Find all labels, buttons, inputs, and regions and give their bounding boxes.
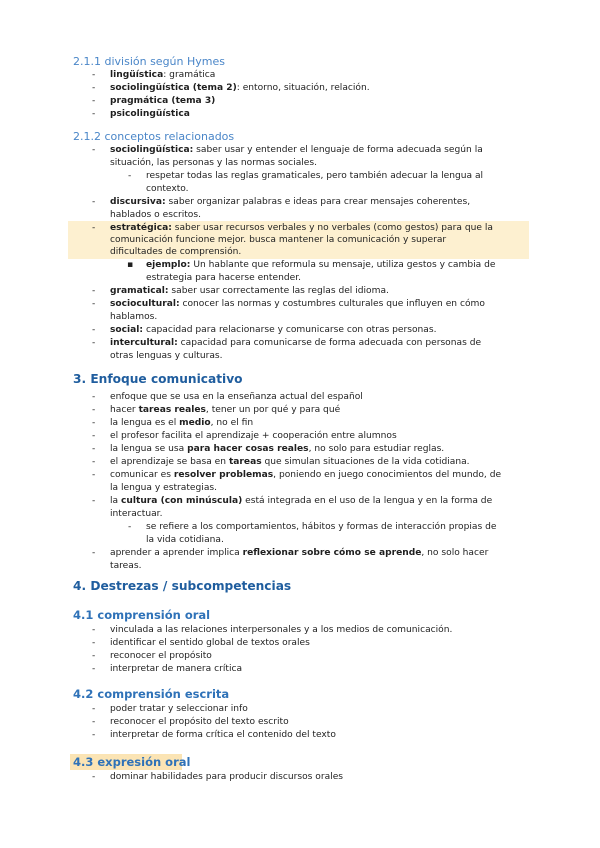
heading-2-1-1: 2.1.1 división según Hymes: [73, 55, 225, 68]
dash: -: [92, 664, 96, 674]
dash: -: [92, 325, 96, 335]
heading-4-1: 4.1 comprensión oral: [73, 608, 211, 622]
list-item: reconocer el propósito: [110, 651, 212, 661]
dash: -: [92, 286, 96, 296]
dash: -: [92, 444, 96, 454]
list-item-continuation: dificultades de comprensión.: [110, 247, 242, 257]
sub-item: se refiere a los comportamientos, hábitos y formas de interacción propias de: [146, 522, 497, 532]
heading-4-3: 4.3 expresión oral: [73, 755, 191, 769]
dash: -: [92, 772, 96, 782]
list-item: intercultural: capacidad para comunicarse de forma adecuada con personas de: [110, 338, 482, 348]
dash: -: [92, 470, 96, 480]
list-item: gramatical: saber usar correctamente las reglas del idioma.: [110, 286, 389, 296]
list-item: estratégica: saber usar recursos verbales y no verbales (como gestos) para que la: [110, 223, 493, 233]
dash: -: [92, 704, 96, 714]
list-item: comunicar es resolver problemas, poniendo en juego conocimientos del mundo, de: [110, 470, 502, 480]
dash: -: [92, 405, 96, 415]
list-item: hacer tareas reales, tener un por qué y para qué: [110, 405, 341, 415]
heading-4-2: 4.2 comprensión escrita: [73, 687, 230, 701]
list-item-continuation: tareas.: [110, 561, 142, 571]
dash: -: [92, 96, 96, 106]
heading-2-1-2: 2.1.2 conceptos relacionados: [73, 130, 235, 143]
list-item: psicolingüística: [110, 109, 190, 119]
list-item-continuation: interactuar.: [110, 509, 163, 519]
list-item: interpretar de manera crítica: [110, 664, 243, 674]
dash: -: [92, 83, 96, 93]
dash: -: [92, 338, 96, 348]
list-item: dominar habilidades para producir discursos orales: [110, 772, 344, 782]
dash: -: [92, 418, 96, 428]
dash: -: [92, 109, 96, 119]
dash: -: [92, 548, 96, 558]
sub-item-continuation: estrategia para hacerse entender.: [146, 273, 302, 283]
list-item: pragmática (tema 3): [110, 96, 216, 106]
list-item: interpretar de forma crítica el contenido del texto: [110, 730, 336, 740]
list-item: el aprendizaje se basa en tareas que simulan situaciones de la vida cotidiana.: [110, 457, 470, 467]
dash: -: [92, 223, 96, 233]
list-item: enfoque que se usa en la enseñanza actual del español: [110, 392, 363, 402]
heading-4: 4. Destrezas / subcompetencias: [73, 579, 292, 593]
list-item: lingüística: gramática: [110, 70, 216, 80]
bullet: ▪: [127, 260, 134, 270]
list-item: identificar el sentido global de textos orales: [110, 638, 310, 648]
dash: -: [92, 651, 96, 661]
list-item: la cultura (con minúscula) está integrada en el uso de la lengua y en la forma de: [110, 496, 493, 506]
list-item-continuation: situación, las personas y las normas sociales.: [110, 158, 318, 168]
heading-3: 3. Enfoque comunicativo: [73, 372, 243, 386]
list-item: poder tratar y seleccionar info: [110, 704, 248, 714]
list-item: sociolingüística: saber usar y entender el lenguaje de forma adecuada según la: [110, 145, 483, 155]
list-item: social: capacidad para relacionarse y comunicarse con otras personas.: [110, 325, 437, 335]
dash: -: [92, 496, 96, 506]
dash: -: [92, 638, 96, 648]
list-item: discursiva: saber organizar palabras e ideas para crear mensajes coherentes,: [110, 197, 471, 207]
list-item-continuation: comunicación funcione mejor. busca mantener la comunicación y superar: [110, 235, 447, 245]
list-item-continuation: la lengua y estrategias.: [110, 483, 218, 493]
list-item: vinculada a las relaciones interpersonales y a los medios de comunicación.: [110, 625, 453, 635]
list-item-continuation: otras lenguas y culturas.: [110, 351, 223, 361]
sub-item-continuation: contexto.: [146, 184, 189, 194]
dash: -: [92, 299, 96, 309]
sub-item: ejemplo: Un hablante que reformula su mensaje, utiliza gestos y cambia de: [146, 260, 496, 270]
dash: -: [92, 730, 96, 740]
list-item: reconocer el propósito del texto escrito: [110, 717, 289, 727]
dash: -: [128, 171, 132, 181]
list-item: el profesor facilita el aprendizaje + cooperación entre alumnos: [110, 431, 397, 441]
sub-item-continuation: la vida cotidiana.: [146, 535, 224, 545]
list-item-continuation: hablamos.: [110, 312, 158, 322]
dash: -: [92, 717, 96, 727]
list-item-continuation: hablados o escritos.: [110, 210, 201, 220]
list-item: la lengua se usa para hacer cosas reales, no solo para estudiar reglas.: [110, 444, 445, 454]
dash: -: [92, 625, 96, 635]
dash: -: [128, 522, 132, 532]
sub-item: respetar todas las reglas gramaticales, pero también adecuar la lengua al: [146, 171, 484, 181]
list-item: sociolingüística (tema 2): entorno, situación, relación.: [110, 83, 370, 93]
dash: -: [92, 145, 96, 155]
dash: -: [92, 457, 96, 467]
dash: -: [92, 431, 96, 441]
dash: -: [92, 197, 96, 207]
list-item: sociocultural: conocer las normas y costumbres culturales que influyen en cómo: [110, 299, 485, 309]
dash: -: [92, 70, 96, 80]
dash: -: [92, 392, 96, 402]
list-item: aprender a aprender implica reflexionar sobre cómo se aprende, no solo hacer: [110, 548, 489, 558]
list-item: la lengua es el medio, no el fin: [110, 418, 254, 428]
